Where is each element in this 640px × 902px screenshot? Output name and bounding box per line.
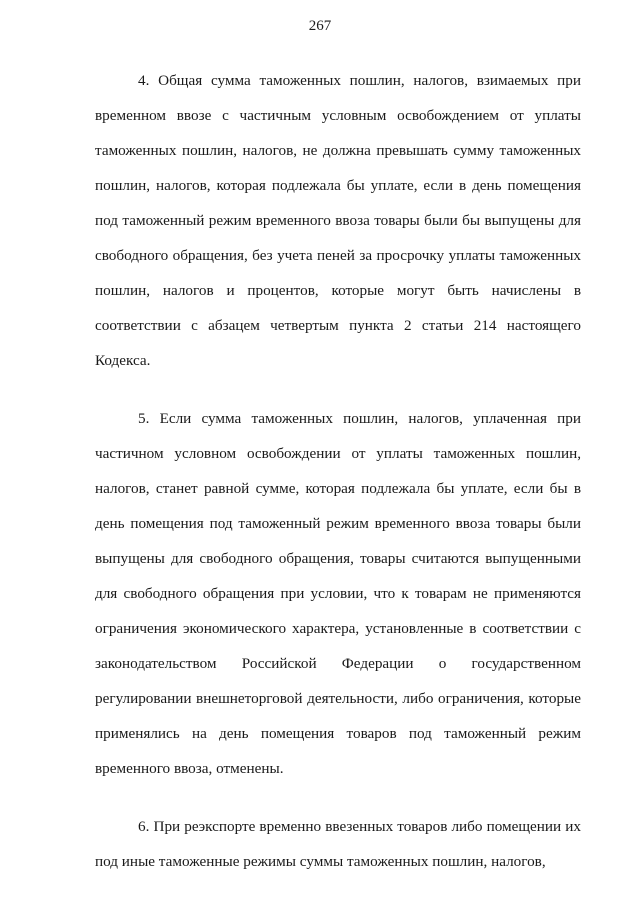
paragraph-5: 5. Если сумма таможенных пошлин, налогов, уплаченная при частичном условном освобождении от уплаты таможенных пошлин, налогов, станет равной сумме, которая подлежала бы уплате, если бы в день помещения под таможенный режим временного ввоза товары были выпущены для свободного обращения, товары считаются выпущенными для свободного обращения при условии, что к товарам не применяются ограничения экономического характера, установленные в соответствии с законодательством Российской Федерации о государственном регулировании внешнеторговой деятельности, либо ограничения, которые применялись на день помещения товаров под таможенный режим временного ввоза, отменены. (95, 410, 581, 777)
document-body (95, 63, 581, 902)
page-number: 267 (308, 18, 332, 34)
paragraph-4: 4. Общая сумма таможенных пошлин, налогов, взимаемых при временном ввозе с частичным условным освобождением от уплаты таможенных пошлин, налогов, не должна превышать сумму таможенных пошлин, налогов, которая подлежала бы уплате, если в день помещения под таможенный режим временного ввоза товары были бы выпущены для свободного обращения, без учета пеней за просрочку уплаты таможенных пошлин, налогов и процентов, которые могут быть начислены в соответствии с абзацем четвертым пункта 2 статьи 214 настоящего Кодекса. (95, 72, 581, 369)
paragraph-6: 6. При реэкспорте временно ввезенных товаров либо помещении их под иные таможенные режимы суммы таможенных пошлин, налогов, (95, 818, 581, 870)
